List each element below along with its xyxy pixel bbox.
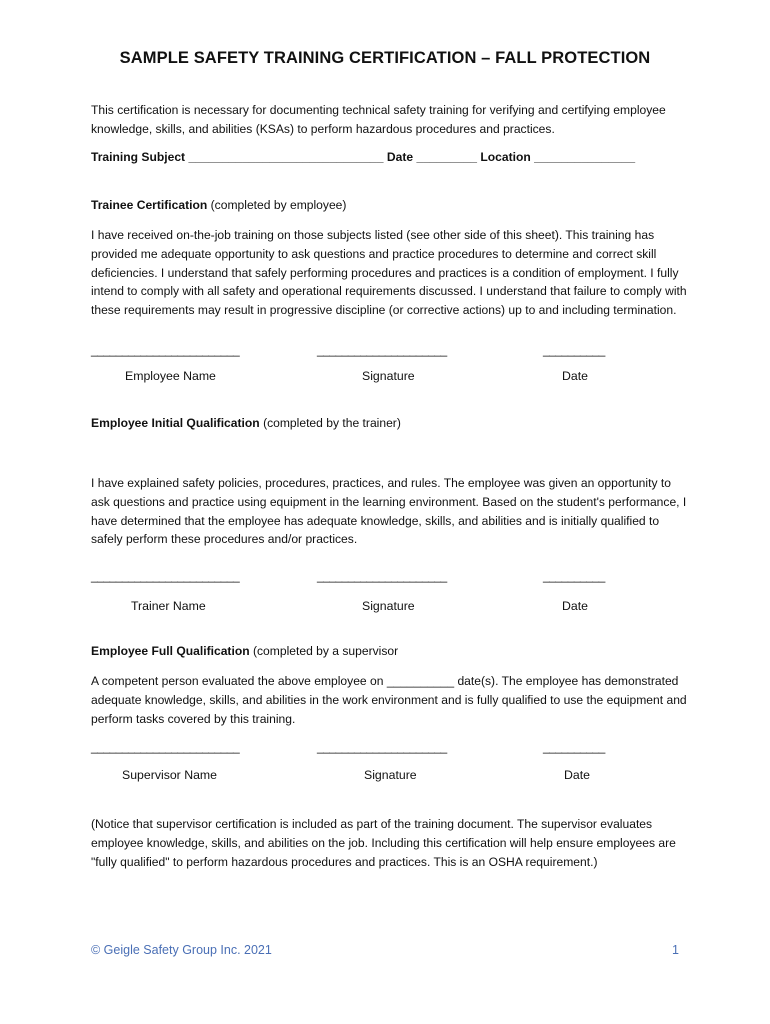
supervisor-signature-label: Signature bbox=[364, 768, 417, 782]
trainee-heading-title: Trainee Certification bbox=[91, 198, 208, 212]
trainee-body: I have received on-the-job training on those subjects listed (see other side of this sheet). This training has provided me adequate opportunity to ask questions and practice procedures to determine and correct skill deficiencies. I understand that safely performing procedures and practices is a condition of employment. I fully intend to comply with all safety and operational requirements discussed. I understand that failure to comply with these requirements may result in progressive discipline (or corrective actions) up to and including termination. bbox=[91, 228, 687, 318]
date-blank: _________ bbox=[416, 150, 478, 164]
employee-signature-label: Signature bbox=[362, 369, 415, 383]
employee-date-label: Date bbox=[562, 369, 588, 383]
date-label: Date bbox=[386, 150, 414, 164]
initial-body: I have explained safety policies, procedures, practices, and rules. The employee was given an opportunity to ask questions and practice using equipment in the learning environment. Based on the student's performance, I have determined that the employee has adequate knowledge, skills, and abilities and is initially qualified to safely perform these procedures and/or practices. bbox=[91, 476, 687, 547]
initial-heading-note: (completed by the trainer) bbox=[263, 416, 401, 430]
trainer-date-line: __________ bbox=[543, 569, 605, 583]
location-label: Location bbox=[480, 150, 531, 164]
notice-paragraph: (Notice that supervisor certification is included as part of the training document. The supervisor evaluates employee knowledge, skills, and abilities on the job. Including this certification will help ensure employees are "fully qualified" to perform hazardous procedures and practices. This is an OSHA requirement.) bbox=[91, 817, 676, 869]
full-body: A competent person evaluated the above employee on __________ date(s). The employee has demonstrated adequate knowledge, skills, and abilities in the work environment and is fully qualified to use the equipment and perform tasks covered by this training. bbox=[91, 674, 687, 726]
employee-name-label: Employee Name bbox=[125, 369, 216, 383]
trainee-heading-note: (completed by employee) bbox=[210, 198, 347, 212]
trainee-heading bbox=[91, 198, 346, 212]
supervisor-name-line: ________________________ bbox=[91, 740, 240, 754]
full-heading-note: (completed by a supervisor bbox=[252, 644, 399, 658]
initial-heading-title: Employee Initial Qualification bbox=[91, 416, 260, 430]
supervisor-signature-line: _____________________ bbox=[317, 740, 447, 754]
footer-copyright: © Geigle Safety Group Inc. 2021 bbox=[91, 943, 272, 957]
trainer-signature-label: Signature bbox=[362, 599, 415, 613]
page-title: SAMPLE SAFETY TRAINING CERTIFICATION – FALL PROTECTION bbox=[119, 49, 651, 67]
employee-name-line: ________________________ bbox=[91, 343, 240, 357]
supervisor-date-label: Date bbox=[564, 768, 590, 782]
trainer-name-label: Trainer Name bbox=[131, 599, 206, 613]
employee-signature-line: _____________________ bbox=[317, 343, 447, 357]
training-subject-label: Training Subject bbox=[91, 150, 186, 164]
intro-paragraph: This certification is necessary for documenting technical safety training for verifying and certifying employee knowledge, skills, and abilities (KSAs) to perform hazardous procedures and practices. bbox=[91, 103, 666, 136]
trainer-signature-line: _____________________ bbox=[317, 569, 447, 583]
location-blank: _______________ bbox=[534, 150, 636, 164]
training-subject-line bbox=[91, 150, 635, 164]
supervisor-date-line: __________ bbox=[543, 740, 605, 754]
supervisor-name-label: Supervisor Name bbox=[122, 768, 217, 782]
training-subject-blank: _____________________________ bbox=[188, 150, 384, 164]
employee-date-line: __________ bbox=[543, 343, 605, 357]
full-heading bbox=[91, 644, 398, 658]
trainer-date-label: Date bbox=[562, 599, 588, 613]
trainer-name-line: ________________________ bbox=[91, 569, 240, 583]
page-number: 1 bbox=[672, 943, 679, 957]
initial-heading bbox=[91, 416, 401, 430]
full-heading-title: Employee Full Qualification bbox=[91, 644, 250, 658]
